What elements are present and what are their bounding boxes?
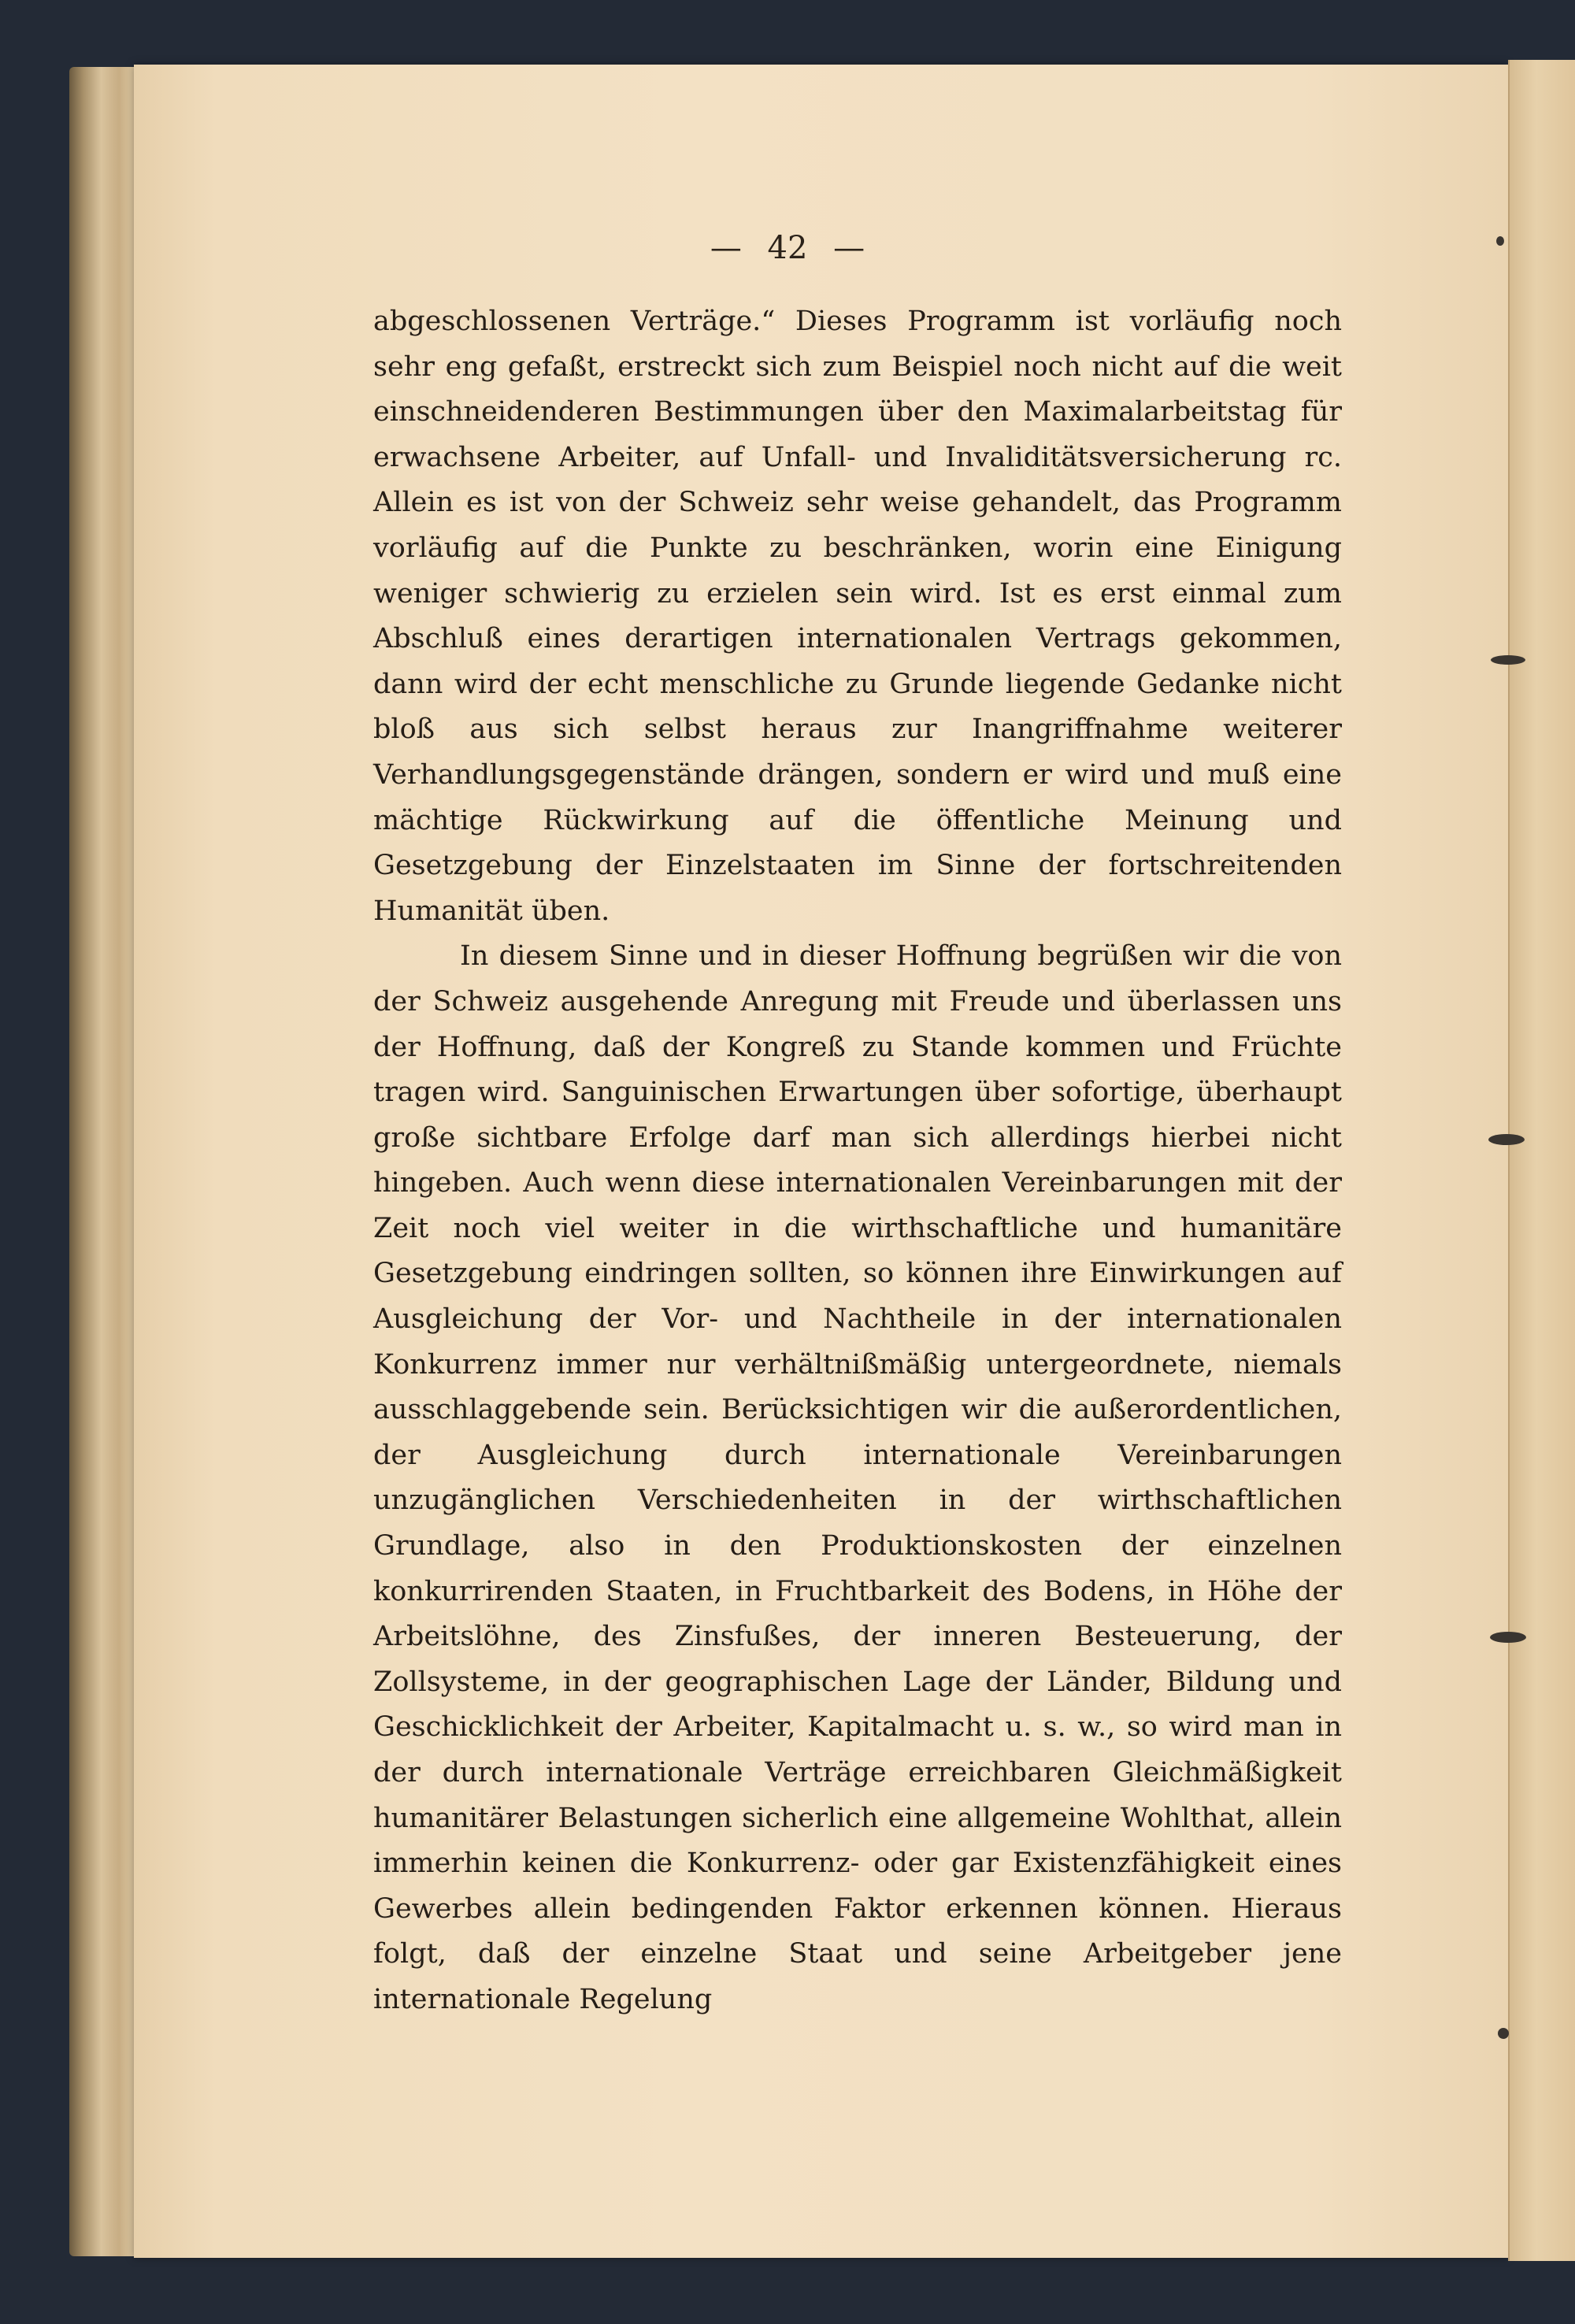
page-speck xyxy=(1488,1134,1525,1145)
page-number-dash-left: — xyxy=(710,230,742,266)
page-speck xyxy=(1490,1632,1526,1643)
page-number-dash-right: — xyxy=(833,230,865,266)
page-speck xyxy=(1498,2028,1509,2039)
paragraph-1: abgeschlossenen Verträge.“ Dieses Programm ist vorläufig noch sehr eng gefaßt, erstreckt sich zum Beispiel noch nicht auf die weit einschneidenderen Bestimmungen über den Maximalarbeitstag für erwachsene Arbeiter, auf Unfall- und Invaliditätsversicherung rc. Allein es ist von der Schweiz sehr weise gehandelt, das Programm vorläufig auf die Punkte zu beschränken, worin eine Einigung weniger schwierig zu erzielen sein wird. Ist es erst einmal zum Abschluß eines derartigen internationalen Vertrags gekommen, dann wird der echt menschliche zu Grunde liegende Gedanke nicht bloß aus sich selbst heraus zur Inangriffnahme weiterer Verhandlungsgegenstände drängen, sondern er wird und muß eine mächtige Rückwirkung auf die öffentliche Meinung und Gesetzgebung der Einzelstaaten im Sinne der fortschreitenden Humanität üben. xyxy=(373,306,1342,927)
page-number xyxy=(0,230,1575,266)
page-number-value: 42 xyxy=(767,230,808,266)
body-text xyxy=(373,299,1342,2023)
page-speck xyxy=(1491,655,1525,665)
paragraph-2: In diesem Sinne und in dieser Hoffnung begrüßen wir die von der Schweiz ausgehende Anregung mit Freude und überlassen uns der Hoffnung, daß der Kongreß zu Stande kommen und Früchte tragen wird. Sanguinischen Erwartungen über sofortige, überhaupt große sichtbare Erfolge darf man sich allerdings hierbei nicht hingeben. Auch wenn diese internationalen Vereinbarungen mit der Zeit noch viel weiter in die wirthschaftliche und humanitäre Gesetzgebung eindringen sollten, so können ihre Einwirkungen auf Ausgleichung der Vor- und Nachtheile in der internationalen Konkurrenz immer nur verhältnißmäßig untergeordnete, niemals ausschlaggebende sein. Berücksichtigen wir die außerordentlichen, der Ausgleichung durch internationale Vereinbarungen unzugänglichen Verschiedenheiten in der wirthschaftlichen Grundlage, also in den Produktionskosten der einzelnen konkurrirenden Staaten, in Fruchtbarkeit des Bodens, in Höhe der Arbeitslöhne, des Zinsfußes, der inneren Besteuerung, der Zollsysteme, in der geographischen Lage der Länder, Bildung und Geschicklichkeit der Arbeiter, Kapitalmacht u. s. w., so wird man in der durch internationale Verträge erreichbaren Gleichmäßigkeit humanitärer Belastungen sicherlich eine allgemeine Wohlthat, allein immerhin keinen die Konkurrenz- oder gar Existenzfähigkeit eines Gewerbes allein bedingenden Faktor erkennen können. Hieraus folgt, daß der einzelne Staat und seine Arbeitgeber jene internationale Regelung xyxy=(373,940,1342,2015)
book-edge xyxy=(69,67,140,2256)
facing-page-edge xyxy=(1508,60,1575,2261)
